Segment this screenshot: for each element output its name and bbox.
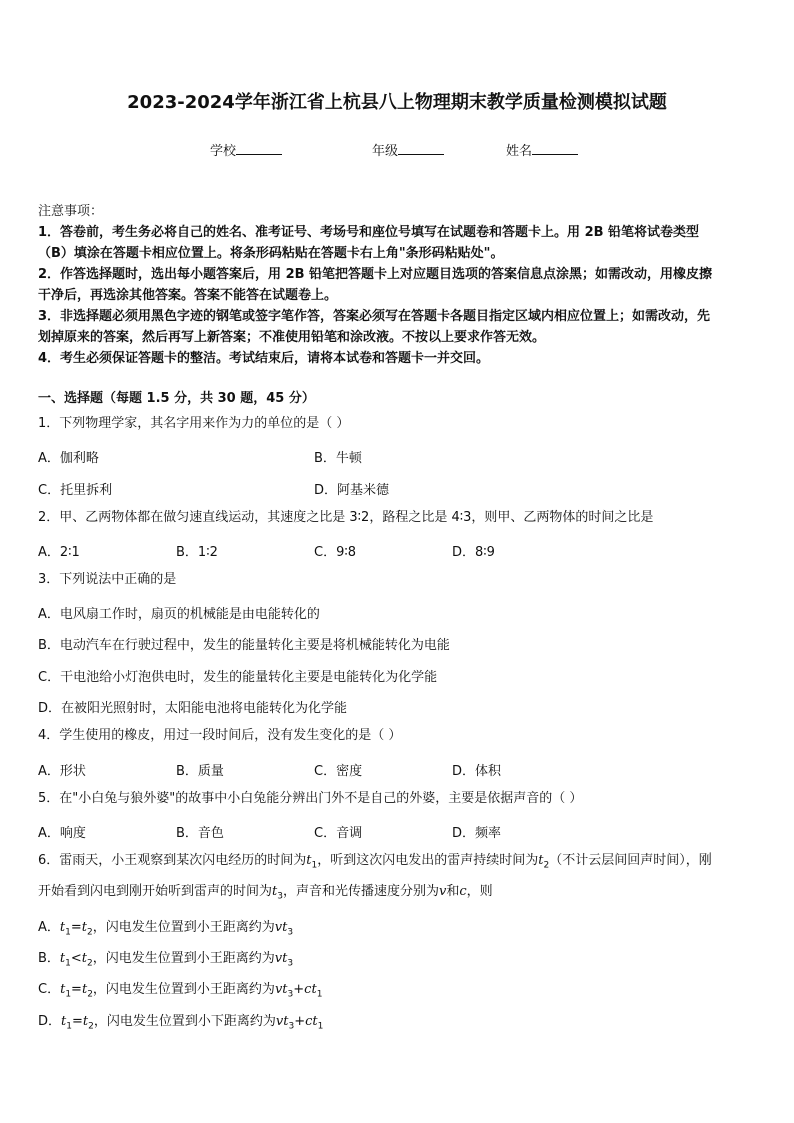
question-stem: 6．雷雨天，小王观察到某次闪电经历的时间为$t_1$，听到这次闪电发出的雷声持续时间为$t_2$（不计云层间回声时间），刚	[38, 853, 712, 871]
option-d: D．在被阳光照射时，太阳能电池将电能转化为化学能	[38, 701, 348, 716]
notice-line: 2．作答选择题时，选出每小题答案后，用 2B 铅笔把答题卡上对应题目选项的答案信息点涂黑；如需改动，用橡皮擦	[38, 267, 713, 282]
option-b: B．电动汽车在行驶过程中，发生的能量转化主要是将机械能转化为电能	[38, 638, 450, 653]
option-c: C．密度	[314, 764, 363, 779]
option-a: A．伽利略	[38, 451, 99, 466]
notice-line: （B）填涂在答题卡相应位置上。将条形码粘贴在答题卡右上角"条形码粘贴处"。	[38, 246, 504, 261]
option-b: B．1∶2	[176, 545, 218, 560]
option-c: C．$t_1=t_2$，闪电发生位置到小王距离约为$vt_3+ct_1$	[38, 982, 323, 1000]
option-a: A．$t_1=t_2$，闪电发生位置到小王距离约为$vt_3$	[38, 920, 294, 938]
question-stem: 1．下列物理学家，其名字用来作为力的单位的是（ ）	[38, 416, 350, 431]
school-field	[210, 140, 282, 159]
question-stem: 3．下列说法中正确的是	[38, 572, 177, 587]
grade-field	[372, 140, 444, 159]
option-d: D．频率	[452, 826, 502, 841]
option-b: B．音色	[176, 826, 224, 841]
school-blank	[236, 142, 282, 155]
option-a: A．响度	[38, 826, 86, 841]
option-c: C．托里拆利	[38, 483, 113, 498]
option-c: C．干电池给小灯泡供电时，发生的能量转化主要是电能转化为化学能	[38, 670, 438, 685]
school-label: 学校	[210, 144, 237, 159]
option-c: C．9∶8	[314, 545, 357, 560]
option-b: B．$t_1<t_2$，闪电发生位置到小王距离约为$vt_3$	[38, 951, 294, 969]
question-stem: 5．在"小白兔与狼外婆"的故事中小白兔能分辨出门外不是自己的外婆，主要是依据声音的（ ）	[38, 791, 583, 806]
option-d: D．$t_1=t_2$，闪电发生位置到小下距离约为$vt_3+ct_1$	[38, 1014, 324, 1032]
option-d: D．体积	[452, 764, 502, 779]
option-b: B．牛顿	[314, 451, 362, 466]
grade-blank	[398, 142, 444, 155]
name-blank	[532, 142, 578, 155]
question-stem: 4．学生使用的橡皮，用过一段时间后，没有发生变化的是（ ）	[38, 728, 402, 743]
notice-line: 3．非选择题必须用黑色字迹的钢笔或签字笔作答，答案必须写在答题卡各题目指定区域内相应位置上；如需改动，先	[38, 309, 711, 324]
option-d: D．阿基米德	[314, 483, 390, 498]
question-stem: 2．甲、乙两物体都在做匀速直线运动，其速度之比是 3∶2，路程之比是 4∶3，则甲、乙两物体的时间之比是	[38, 510, 654, 525]
option-a: A．形状	[38, 764, 86, 779]
exam-title: 2023-2024学年浙江省上杭县八上物理期末教学质量检测模拟试题	[127, 92, 667, 113]
notice-heading: 注意事项：	[38, 204, 104, 219]
name-label: 姓名	[506, 144, 533, 159]
option-d: D．8∶9	[452, 545, 495, 560]
grade-label: 年级	[372, 144, 399, 159]
name-field	[506, 140, 578, 159]
question-stem-continued: 开始看到闪电到刚开始听到雷声的时间为$t_3$，声音和光传播速度分别为v和c，则	[38, 884, 493, 902]
option-c: C．音调	[314, 826, 363, 841]
section-heading: 一、选择题（每题 1.5 分，共 30 题，45 分）	[38, 391, 315, 406]
notice-line: 干净后，再选涂其他答案。答案不能答在试题卷上。	[38, 288, 338, 303]
notice-line: 划掉原来的答案，然后再写上新答案；不准使用铅笔和涂改液。不按以上要求作答无效。	[38, 330, 546, 345]
option-a: A．电风扇工作时，扇页的机械能是由电能转化的	[38, 607, 320, 622]
notice-line: 1．答卷前，考生务必将自己的姓名、准考证号、考场号和座位号填写在试题卷和答题卡上。用 2B 铅笔将试卷类型	[38, 225, 700, 240]
notice-line: 4．考生必须保证答题卡的整洁。考试结束后，请将本试卷和答题卡一并交回。	[38, 351, 490, 366]
option-b: B．质量	[176, 764, 224, 779]
option-a: A．2∶1	[38, 545, 80, 560]
